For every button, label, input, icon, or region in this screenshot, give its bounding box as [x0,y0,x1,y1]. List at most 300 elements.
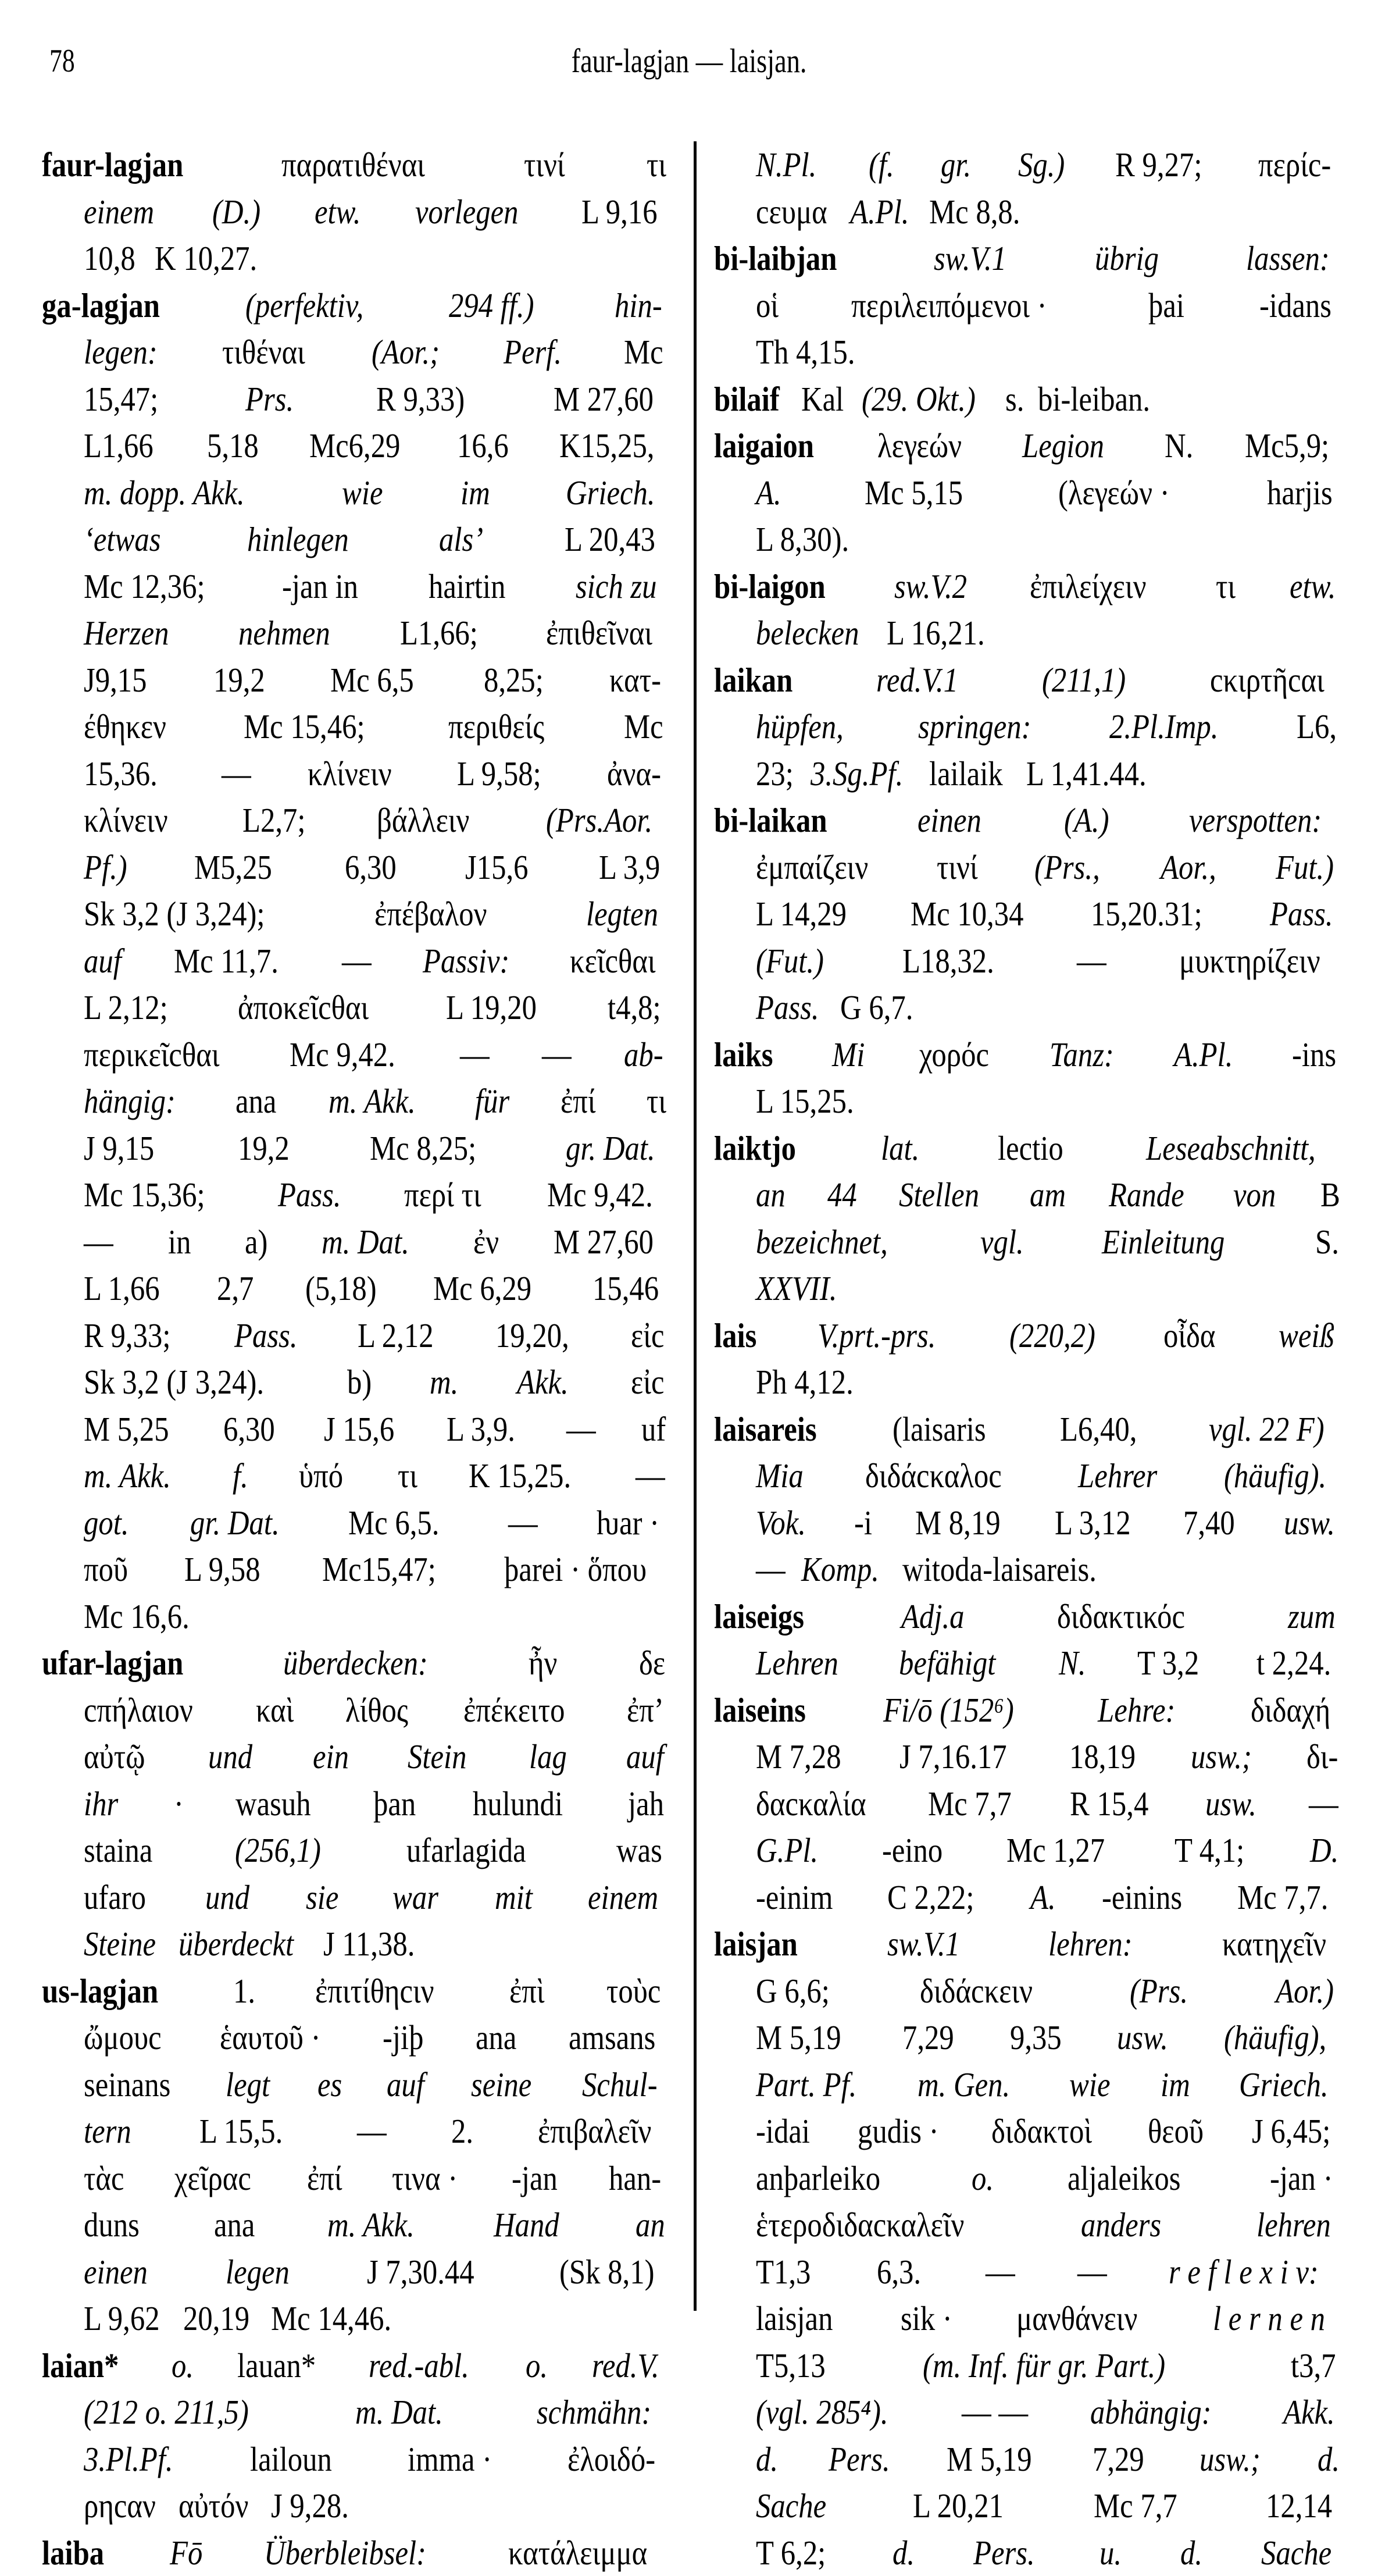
text-segment: 7,29 [902,2014,954,2061]
text-segment: -jan in [282,563,358,610]
gloss-italic: (Prs.Aor. [546,797,652,844]
column-divider [694,141,697,2311]
text-segment: M 8,19 [915,1499,1001,1547]
entry-continuation-line [714,1171,1343,1218]
gloss-italic: Sache [1261,2529,1331,2576]
text-segment: J 7,30.44 [367,2249,474,2296]
entry-continuation-line [714,1640,1343,1687]
text-segment: Mc 12,36; [84,563,205,610]
text-segment: -einim [756,1874,833,1921]
gloss-italic: hin- [615,282,662,329]
gloss-italic: red.V.1 [876,657,958,704]
entry-continuation-line [714,1499,1343,1547]
entry-headword-line [714,657,1343,704]
gloss-italic: weiß [1279,1312,1334,1359]
headword: laikan [714,657,792,704]
text-segment: — [986,2249,1015,2296]
gloss-italic: vorlegen [415,188,519,236]
gloss-italic: Komp. [801,1546,879,1593]
entry-continuation-line [42,750,670,797]
gloss-italic: Pf.) [84,844,127,891]
entry-continuation-line [714,2014,1343,2061]
gloss-italic: Fut.) [1276,844,1334,891]
text-segment: Kal [801,376,844,423]
gloss-italic: Lehre: [1098,1687,1175,1734]
gloss-italic: Hand [494,2201,559,2249]
text-segment: Mc 16,6. [84,1593,190,1640]
entry-headword-line [42,1968,670,2015]
text-segment: λεγεών [877,422,962,469]
text-segment: ἐπὶ [509,1968,545,2015]
gloss-italic: Pers. [829,2436,890,2483]
text-segment: G 6,6; [756,1968,830,2015]
gloss-italic: als’ [439,516,483,563]
text-segment: lailoun [250,2436,332,2483]
text-segment: Mc6,29 [309,422,400,469]
text-segment: T5,13 [756,2342,826,2389]
entry-continuation-line [42,890,670,938]
gloss-italic: (Prs., [1034,844,1100,891]
text-segment: C 2,22; [887,1874,974,1921]
text-segment: 15,36. [84,750,158,797]
text-segment: L 14,29 [756,890,847,938]
gloss-italic: A.Pl. [1174,1031,1233,1078]
gloss-italic: an [636,2201,665,2249]
text-segment: uf [641,1406,666,1453]
text-segment: (λεγεών · [1058,469,1170,516]
gloss-italic: u. [1099,2529,1122,2576]
text-segment: J 6,45; [1252,2108,1330,2155]
text-segment: 7,40 [1183,1499,1235,1547]
dictionary-column-right [714,141,1343,2576]
text-segment: οἱ [756,282,779,329]
entry-continuation-line [714,2249,1343,2296]
entry-continuation-line [714,2389,1343,2436]
text-segment: περίc- [1258,141,1331,188]
gloss-italic: l e r n e n [1213,2295,1325,2342]
text-segment: L 15,5. [199,2108,283,2155]
gloss-italic: zum [1288,1593,1336,1640]
text-segment: Mc 1,27 [1006,1827,1105,1874]
text-segment: Mc 9,42. [547,1171,653,1218]
entry-continuation-line [714,2295,1343,2342]
entry-continuation-line [714,2061,1343,2108]
gloss-italic: wie [342,469,383,516]
entry-continuation-line [714,1827,1343,1874]
gloss-italic: tern [84,2108,131,2155]
gloss-italic: im [1161,2061,1190,2108]
text-segment: L 1,66 [84,1265,160,1312]
entry-headword-line [714,1031,1343,1078]
gloss-italic: lassen: [1246,235,1330,282]
entry-continuation-line [42,2482,670,2529]
entry-continuation-line [42,844,670,891]
text-segment: L6, [1297,703,1337,750]
gloss-italic: bezeichnet, [756,1218,888,1266]
text-segment: N. [1165,422,1193,469]
entry-headword-line [714,1125,1343,1172]
gloss-italic: (Aor.; [372,329,440,376]
entry-continuation-line [42,1499,670,1547]
text-segment: ἦν [529,1640,557,1687]
text-segment: K15,25, [559,422,654,469]
entry-continuation-line [714,1874,1343,1921]
gloss-italic: einen [84,2249,148,2296]
gloss-italic: (vgl. 285⁴). [756,2389,888,2436]
gloss-italic: 44 [827,1171,857,1218]
text-segment: 6,3. [877,2249,921,2296]
gloss-italic: springen: [918,703,1031,750]
text-segment: ἐπιβαλεῖν [538,2108,651,2155]
gloss-italic: (220,2) [1009,1312,1095,1359]
entry-continuation-line [42,938,670,985]
gloss-italic: abhängig: [1090,2389,1212,2436]
gloss-italic: usw. [1205,1780,1256,1827]
headword: lais [714,1312,756,1359]
gloss-italic: gr. Dat. [566,1125,655,1172]
entry-continuation-line [714,750,1343,797]
gloss-italic: m. Akk. [329,1078,416,1125]
text-segment: ufarlagida [406,1827,526,1874]
entry-continuation-line [42,235,670,282]
entry-continuation-line [714,2529,1343,2576]
text-segment: Mc 7,7. [1237,1874,1328,1921]
text-segment: gudis · [858,2108,939,2155]
gloss-italic: f. [233,1452,248,1499]
entry-continuation-line [42,703,670,750]
gloss-italic: Lehren [756,1640,838,1687]
headword: bi-laibjan [714,235,837,282]
text-segment: þarei · ὅπου [504,1546,647,1593]
entry-headword-line [714,1312,1343,1359]
text-segment: — [1309,1780,1338,1827]
gloss-italic: Steine [84,1921,156,1968]
text-segment: M 7,28 [756,1733,841,1780]
text-segment: (Sk 8,1) [559,2249,654,2296]
gloss-italic: nehmen [238,610,330,657]
text-segment: — [84,1218,113,1266]
text-segment: Ph 4,12. [756,1359,854,1406]
gloss-italic: hinlegen [247,516,349,563]
text-segment: (5,18) [305,1265,377,1312]
entry-continuation-line [42,1406,670,1453]
gloss-italic: m. [430,1359,458,1406]
gloss-italic: Rande [1109,1171,1184,1218]
text-segment: κατ- [609,657,661,704]
text-segment: ἐπί [561,1078,596,1125]
headword: bi-laikan [714,797,827,844]
entry-continuation-line [42,1031,670,1078]
gloss-italic: d. [756,2436,778,2483]
gloss-italic: übrig [1095,235,1159,282]
text-segment: Mc15,47; [322,1546,436,1593]
entry-continuation-line [42,2249,670,2296]
text-segment: τι [1216,563,1236,610]
text-segment: 2. [451,2108,473,2155]
entry-continuation-line [714,2201,1343,2249]
text-segment: -jiþ [383,2014,423,2061]
gloss-italic: A. [1030,1874,1056,1921]
gloss-italic: an [756,1171,786,1218]
text-segment: L 9,16 [581,188,658,236]
text-segment: anþarleiko [756,2155,880,2202]
gloss-italic: Perf. [504,329,562,376]
text-segment: L 3,12 [1055,1499,1131,1547]
text-segment: M 27,60 [554,1218,654,1266]
headword: laigaion [714,422,814,469]
text-segment: ἐμπαίζειν [756,844,868,891]
text-segment: -jan · [1270,2155,1333,2202]
gloss-italic: o. [972,2155,994,2202]
text-segment: Mc 14,46. [271,2295,391,2342]
text-segment: Mc 8,8. [929,188,1020,236]
gloss-italic: vgl. [980,1218,1024,1266]
gloss-italic: Aor., [1161,844,1216,891]
entry-continuation-line [714,329,1343,376]
dictionary-column-left [42,141,670,2576]
text-segment: ἐπί [307,2155,342,2202]
text-segment: δε [639,1640,665,1687]
text-segment: imma · [408,2436,492,2483]
gloss-italic: legten [586,890,658,938]
gloss-italic: (m. Inf. für gr. Part.) [923,2342,1165,2389]
text-segment: ana [235,1078,276,1125]
text-segment: -ins [1292,1031,1336,1078]
text-segment: L 16,21. [887,610,985,657]
text-segment: 15,20.31; [1091,890,1202,938]
text-segment: ana [214,2201,255,2249]
headword: laiktjo [714,1125,796,1172]
gloss-italic: lag [529,1733,567,1780]
gloss-italic: auf [626,1733,664,1780]
text-segment: L 9,58; [457,750,541,797]
text-segment: ἐπέκειτο [463,1687,565,1734]
text-segment: 1. [233,1968,255,2015]
gloss-italic: Passiv: [423,938,509,985]
entry-continuation-line [42,1359,670,1406]
text-segment: τινα · [392,2155,458,2202]
entry-continuation-line [42,1125,670,1172]
gloss-italic: anders [1081,2201,1161,2249]
gloss-italic: usw.; [1199,2436,1261,2483]
text-segment: κλίνειν [308,750,392,797]
text-segment: was [616,1827,662,1874]
text-segment: 10,8 [84,235,135,282]
text-segment: κατηχεῖν [1222,1921,1326,1968]
gloss-italic: es [317,2061,342,2108]
entry-continuation-line [714,1452,1343,1499]
text-segment: L 20,21 [913,2482,1004,2529]
text-segment: M 5,19 [947,2436,1032,2483]
gloss-italic: Einleitung [1102,1218,1225,1266]
text-segment: χορόc [919,1031,989,1078]
entry-headword-line [714,422,1343,469]
text-segment: 19,2 [238,1125,290,1172]
gloss-italic: (perfektiv, [245,282,363,329]
text-segment: κατάλειμμα [508,2529,647,2576]
text-segment: M 5,25 [84,1406,169,1453]
gloss-italic: Griech. [566,469,655,516]
text-segment: ὑπό [299,1452,343,1499]
gloss-italic: m. Gen. [918,2061,1010,2108]
text-segment: — [508,1499,538,1547]
text-segment: ἐπιθεῖναι [546,610,652,657]
entry-continuation-line [714,844,1343,891]
gloss-italic: sw.V.1 [887,1921,960,1968]
text-segment: L 2,12 [358,1312,434,1359]
gloss-italic: Aor.) [1276,1968,1334,2015]
entry-continuation-line [42,1218,670,1266]
entry-continuation-line [714,469,1343,516]
gloss-italic: Pass. [234,1312,298,1359]
gloss-italic: red.V. [592,2342,659,2389]
headword: laiseins [714,1687,806,1734]
gloss-italic: (212 o. 211,5) [84,2389,249,2436]
text-segment: s. [1005,376,1024,423]
headword: ga-lagjan [42,282,160,329]
entry-continuation-line [714,1359,1343,1406]
text-segment: staina [84,1827,152,1874]
text-segment: L 8,30). [756,516,849,563]
text-segment: J15,6 [465,844,529,891]
text-segment: 15,46 [592,1265,659,1312]
text-segment: ana [476,2014,516,2061]
entry-continuation-line [42,516,670,563]
text-segment: t 2,24. [1256,1640,1331,1687]
entry-continuation-line [42,1312,670,1359]
entry-continuation-line [714,2155,1343,2202]
entry-continuation-line [42,2436,670,2483]
text-segment: διδακτικόc [1057,1593,1185,1640]
headword: laian* [42,2342,119,2389]
gloss-italic: m. dopp. Akk. [84,469,245,516]
entry-continuation-line [42,422,670,469]
gloss-italic: (211,1) [1042,657,1126,704]
text-segment: L 1,41.44. [1026,750,1147,797]
entry-continuation-line [42,2014,670,2061]
gloss-italic: 2.Pl.Imp. [1109,703,1218,750]
text-segment: 19,2 [213,657,265,704]
gloss-italic: m. Dat. [355,2389,443,2436]
text-segment: J 9,28. [271,2482,349,2529]
gloss-italic: hüpfen, [756,703,844,750]
text-segment: — [1077,2249,1107,2296]
gloss-italic: (häufig). [1224,1452,1326,1499]
gloss-italic: lat. [881,1125,919,1172]
entry-continuation-line [714,2108,1343,2155]
text-segment: οἶδα [1163,1312,1216,1359]
entry-continuation-line [42,1874,670,1921]
text-segment: Mc 15,46; [244,703,365,750]
gloss-italic: Pass. [1270,890,1333,938]
entry-continuation-line [42,1171,670,1218]
gloss-italic: lehren [1256,2201,1331,2249]
text-segment: laisjan [756,2295,833,2342]
gloss-italic: sich zu [576,563,657,610]
text-segment: L 9,58 [184,1546,260,1593]
entry-headword-line [42,141,670,188]
gloss-italic: m. Dat. [322,1218,409,1266]
text-segment: Sk 3,2 (J 3,24); [84,890,265,938]
entry-continuation-line [714,1265,1343,1312]
entry-headword-line [714,1687,1343,1734]
entry-continuation-line [714,984,1343,1031]
text-segment: L 20,43 [565,516,655,563]
text-segment: lailaik [929,750,1003,797]
gloss-italic: N.Pl. [756,141,816,188]
gloss-italic: legen [226,2249,290,2296]
gloss-italic: befähigt [899,1640,995,1687]
text-segment: λίθος [345,1687,408,1734]
text-segment: 16,6 [457,422,509,469]
text-segment: L2,7; [242,797,306,844]
gloss-italic: Fi/ō (152⁶) [883,1687,1014,1734]
entry-headword-line [42,2342,670,2389]
entry-continuation-line [714,2482,1343,2529]
text-segment: τινί [937,844,978,891]
gloss-italic: D. [1310,1827,1338,1874]
text-segment: — [357,2108,387,2155]
gloss-italic: Herzen [84,610,169,657]
gloss-italic: m. Akk. [84,1452,171,1499]
entry-continuation-line [42,563,670,610]
text-segment: Mc 10,34 [911,890,1023,938]
gloss-italic: A. [756,469,781,516]
text-segment: sik · [901,2295,952,2342]
gloss-italic: schmähn: [537,2389,651,2436]
text-segment: T 3,2 [1137,1640,1199,1687]
text-segment: δι- [1306,1733,1338,1780]
text-segment: τινί [524,141,565,188]
text-segment: þai [1148,282,1184,329]
gloss-italic: Tanz: [1049,1031,1114,1078]
entry-continuation-line [42,1452,670,1499]
gloss-italic: einem [84,188,154,236]
entry-headword-line [714,376,1343,423]
text-segment: L 19,20 [446,984,537,1031]
gloss-italic: ein [313,1733,349,1780]
text-segment: μανθάνειν [1016,2295,1137,2342]
text-segment: T 4,1; [1174,1827,1244,1874]
text-segment: τι [398,1452,417,1499]
gloss-italic: d. [893,2529,915,2576]
gloss-italic: hängig: [84,1078,176,1125]
text-segment: (laisaris [893,1406,986,1453]
text-segment: cκιρτῆcαι [1210,657,1325,704]
entry-continuation-line [42,1827,670,1874]
text-segment: lectio [998,1125,1063,1172]
text-segment: 12,14 [1266,2482,1332,2529]
gloss-italic: sie [306,1874,338,1921]
gloss-italic: überdecken: [283,1640,428,1687]
gloss-italic: und [208,1733,252,1780]
gloss-italic: 3.Sg.Pf. [811,750,903,797]
entry-continuation-line [714,141,1343,188]
text-segment: a) [245,1218,267,1266]
headword: laisareis [714,1406,817,1453]
gloss-italic: seine [471,2061,531,2108]
text-segment: κλίνειν [84,797,168,844]
entry-continuation-line [42,2201,670,2249]
gloss-italic: got. [84,1499,129,1547]
entry-continuation-line [42,1921,670,1968]
entry-continuation-line [714,516,1343,563]
text-segment: L18,32. [902,938,994,985]
text-segment: τι [647,141,666,188]
gloss-italic: Überbleibsel: [264,2529,426,2576]
gloss-italic: von [1233,1171,1276,1218]
entry-continuation-line [714,938,1343,985]
